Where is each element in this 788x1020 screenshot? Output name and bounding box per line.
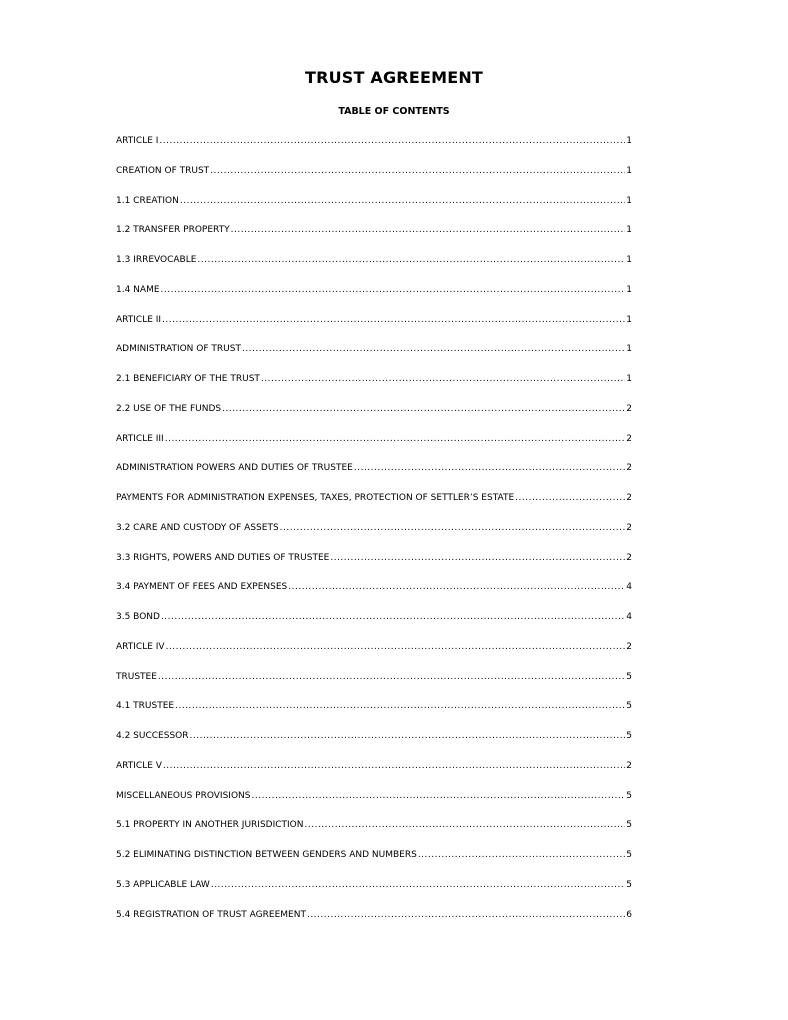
toc-entry[interactable]	[116, 820, 632, 850]
toc-entry-page-number: 1	[626, 195, 632, 206]
toc-entry-label: ADMINISTRATION OF TRUST	[116, 344, 241, 355]
toc-entry[interactable]	[116, 196, 632, 226]
toc-entry-label: 1.2 TRANSFER PROPERTY	[116, 225, 230, 236]
toc-entry-page-number: 1	[626, 344, 632, 355]
dot-leader	[288, 582, 625, 592]
toc-entry-label: ARTICLE II	[116, 314, 162, 325]
dot-leader	[166, 642, 626, 652]
dot-leader	[222, 404, 625, 414]
toc-entry[interactable]	[116, 850, 632, 880]
toc-entry[interactable]	[116, 731, 632, 761]
toc-entry-label: 2.2 USE OF THE FUNDS	[116, 403, 222, 414]
toc-entry-page-number: 4	[626, 612, 632, 622]
toc-entry-page-number: 2	[626, 522, 632, 533]
toc-entry[interactable]	[116, 761, 632, 791]
toc-entry-page-number: 1	[626, 374, 632, 384]
toc-entry-label: TRUSTEE	[116, 671, 157, 682]
dot-leader	[190, 731, 626, 741]
toc-entry[interactable]	[116, 344, 632, 374]
toc-entry[interactable]	[116, 404, 632, 434]
toc-entry[interactable]	[116, 553, 632, 583]
toc-entry-label: 1.1 CREATION	[116, 195, 179, 206]
toc-entry-page-number: 1	[626, 225, 632, 236]
toc-entry-page-number: 2	[626, 403, 632, 414]
toc-entry[interactable]	[116, 434, 632, 464]
toc-entry-label: MISCELLANEOUS PROVISIONS	[116, 790, 251, 801]
toc-entry-page-number: 6	[626, 909, 632, 920]
toc-entry[interactable]	[116, 493, 632, 523]
toc-entry-label: 4.1 TRUSTEE	[116, 701, 175, 712]
toc-entry-page-number: 1	[626, 284, 632, 295]
toc-entry[interactable]	[116, 791, 632, 821]
toc-entry-label: 3.3 RIGHTS, POWERS AND DUTIES OF TRUSTEE	[116, 552, 330, 563]
dot-leader	[161, 612, 625, 622]
toc-entry-label: 2.1 BENEFICIARY OF THE TRUST	[116, 374, 260, 384]
dot-leader	[261, 374, 625, 384]
toc-entry[interactable]	[116, 523, 632, 553]
dot-leader	[161, 285, 626, 295]
dot-leader	[515, 493, 625, 503]
dot-leader	[231, 225, 626, 235]
dot-leader	[280, 523, 626, 533]
toc-entry-page-number: 5	[626, 850, 632, 860]
dot-leader	[180, 196, 625, 206]
toc-entry-page-number: 2	[626, 493, 632, 503]
dot-leader	[307, 910, 625, 920]
toc-entry-page-number: 5	[626, 790, 632, 801]
toc-entry-page-number: 2	[626, 760, 632, 771]
toc-entry-page-number: 5	[626, 879, 632, 890]
toc-entry-page-number: 5	[626, 671, 632, 682]
toc-entry-page-number: 4	[626, 582, 632, 593]
dot-leader	[305, 820, 626, 830]
toc-entry-label: 1.3 IRREVOCABLE	[116, 255, 197, 265]
toc-entry-label: PAYMENTS FOR ADMINISTRATION EXPENSES, TAXES, PROTECTION OF SETTLER’S ESTATE	[116, 493, 515, 503]
toc-entry-label: ADMINISTRATION POWERS AND DUTIES OF TRUSTEE	[116, 463, 353, 474]
toc-entry-label: 4.2 SUCCESSOR	[116, 731, 189, 741]
toc-entry-label: ARTICLE III	[116, 433, 164, 444]
dot-leader	[330, 553, 625, 563]
toc-entry-label: 5.3 APPLICABLE LAW	[116, 879, 210, 890]
toc-entry[interactable]	[116, 136, 632, 166]
toc-entry-label: 3.5 BOND	[116, 612, 160, 622]
toc-entry-label: CREATION OF TRUST	[116, 165, 210, 176]
dot-leader	[211, 880, 625, 890]
toc-entry-label: 5.2 ELIMINATING DISTINCTION BETWEEN GENDERS AND NUMBERS	[116, 850, 417, 860]
dot-leader	[162, 315, 625, 325]
dot-leader	[158, 672, 625, 682]
toc-entry[interactable]	[116, 582, 632, 612]
toc-entry-page-number: 5	[626, 731, 632, 741]
toc-entry[interactable]	[116, 701, 632, 731]
dot-leader	[418, 850, 625, 860]
toc-entry[interactable]	[116, 315, 632, 345]
toc-entry[interactable]	[116, 374, 632, 404]
toc-entry[interactable]	[116, 166, 632, 196]
toc-entry[interactable]	[116, 910, 632, 940]
table-of-contents	[116, 136, 632, 939]
toc-entry-page-number: 1	[626, 255, 632, 265]
dot-leader	[159, 136, 625, 146]
dot-leader	[210, 166, 625, 176]
dot-leader	[197, 255, 625, 265]
toc-entry-page-number: 1	[626, 314, 632, 325]
toc-entry-label: 5.1 PROPERTY IN ANOTHER JURISDICTION	[116, 820, 304, 831]
toc-entry[interactable]	[116, 642, 632, 672]
toc-entry-page-number: 2	[626, 463, 632, 474]
toc-entry[interactable]	[116, 672, 632, 702]
toc-entry-page-number: 5	[626, 701, 632, 712]
toc-entry-page-number: 5	[626, 820, 632, 831]
toc-heading: TABLE OF CONTENTS	[338, 106, 450, 117]
toc-entry[interactable]	[116, 463, 632, 493]
toc-entry-label: 3.2 CARE AND CUSTODY OF ASSETS	[116, 522, 279, 533]
toc-entry-page-number: 2	[626, 433, 632, 444]
toc-entry-page-number: 1	[626, 136, 632, 146]
toc-entry-label: ARTICLE IV	[116, 641, 165, 652]
toc-entry[interactable]	[116, 612, 632, 642]
toc-entry-page-number: 2	[626, 641, 632, 652]
dot-leader	[175, 701, 625, 711]
toc-entry[interactable]	[116, 225, 632, 255]
toc-entry-page-number: 2	[626, 552, 632, 563]
toc-entry[interactable]	[116, 285, 632, 315]
toc-entry-label: 5.4 REGISTRATION OF TRUST AGREEMENT	[116, 909, 306, 920]
dot-leader	[242, 344, 625, 354]
dot-leader	[163, 761, 625, 771]
toc-entry-label: 3.4 PAYMENT OF FEES AND EXPENSES	[116, 582, 288, 593]
toc-entry-label: 1.4 NAME	[116, 284, 160, 295]
dot-leader	[354, 463, 625, 473]
toc-entry[interactable]	[116, 880, 632, 910]
document-title: TRUST AGREEMENT	[304, 68, 484, 87]
toc-entry-page-number: 1	[626, 165, 632, 176]
dot-leader	[165, 434, 626, 444]
toc-entry[interactable]	[116, 255, 632, 285]
toc-entry-label: ARTICLE V	[116, 760, 162, 771]
toc-entry-label: ARTICLE I	[116, 136, 159, 146]
dot-leader	[251, 791, 625, 801]
